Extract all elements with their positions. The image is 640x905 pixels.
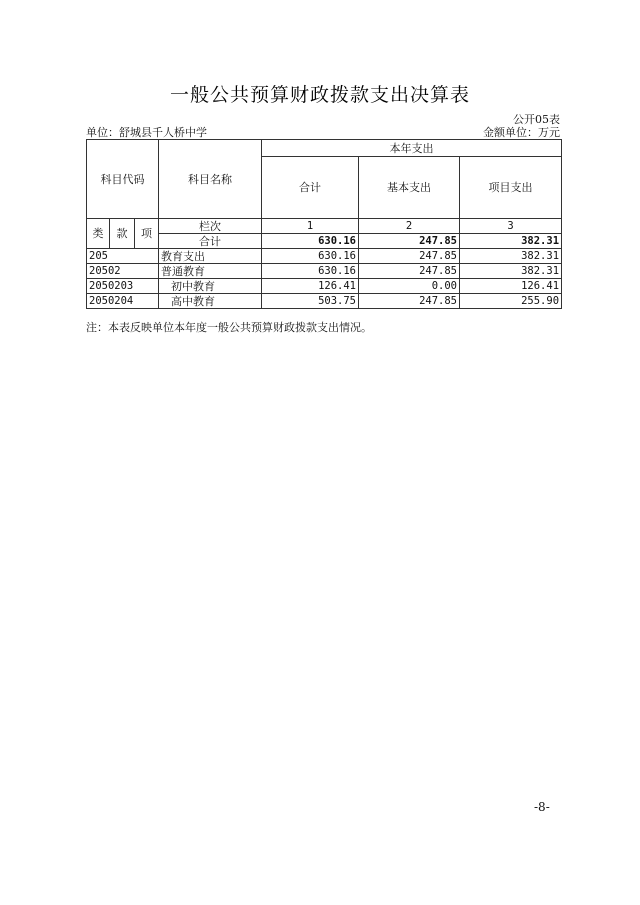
- column-index-3: 3: [460, 219, 562, 234]
- header-subject-name: 科目名称: [159, 140, 262, 219]
- header-subject-code: 科目代码: [87, 140, 159, 219]
- page-number: -8-: [534, 800, 550, 814]
- row-name: 初中教育: [159, 279, 262, 294]
- row-name: 教育支出: [159, 249, 262, 264]
- row-basic: 247.85: [359, 294, 460, 309]
- summary-basic: 247.85: [359, 234, 460, 249]
- row-total: 630.16: [262, 249, 359, 264]
- row-code: 2050203: [87, 279, 159, 294]
- row-basic: 247.85: [359, 264, 460, 279]
- document-number: 公开05表: [513, 113, 560, 126]
- table-row: [87, 264, 562, 279]
- table-row: [87, 249, 562, 264]
- row-code: 20502: [87, 264, 159, 279]
- row-total: 126.41: [262, 279, 359, 294]
- table-note: 注：本表反映单位本年度一般公共预算财政拨款支出情况。: [86, 321, 372, 334]
- header-column-no: 栏次: [159, 219, 262, 234]
- row-basic: 247.85: [359, 249, 460, 264]
- amount-unit-label: 金额单位：万元: [483, 126, 560, 139]
- header-total: 合计: [262, 157, 359, 219]
- row-code: 205: [87, 249, 159, 264]
- row-project: 255.90: [460, 294, 562, 309]
- summary-project: 382.31: [460, 234, 562, 249]
- row-total: 503.75: [262, 294, 359, 309]
- summary-label: 合计: [159, 234, 262, 249]
- header-basic: 基本支出: [359, 157, 460, 219]
- header-current-year: 本年支出: [262, 140, 562, 157]
- header-xiang: 项: [135, 219, 159, 249]
- row-project: 382.31: [460, 249, 562, 264]
- page-title: 一般公共预算财政拨款支出决算表: [169, 84, 470, 106]
- table-row: [87, 279, 562, 294]
- row-project: 382.31: [460, 264, 562, 279]
- row-basic: 0.00: [359, 279, 460, 294]
- row-code: 2050204: [87, 294, 159, 309]
- unit-label: 单位：舒城县千人桥中学: [86, 126, 207, 139]
- column-index-2: 2: [359, 219, 460, 234]
- table-row: [87, 294, 562, 309]
- row-total: 630.16: [262, 264, 359, 279]
- row-name: 普通教育: [159, 264, 262, 279]
- row-project: 126.41: [460, 279, 562, 294]
- summary-total: 630.16: [262, 234, 359, 249]
- row-name: 高中教育: [159, 294, 262, 309]
- column-index-1: 1: [262, 219, 359, 234]
- header-kuan: 款: [110, 219, 135, 249]
- header-lei: 类: [87, 219, 110, 249]
- header-project: 项目支出: [460, 157, 562, 219]
- budget-table: [86, 139, 562, 309]
